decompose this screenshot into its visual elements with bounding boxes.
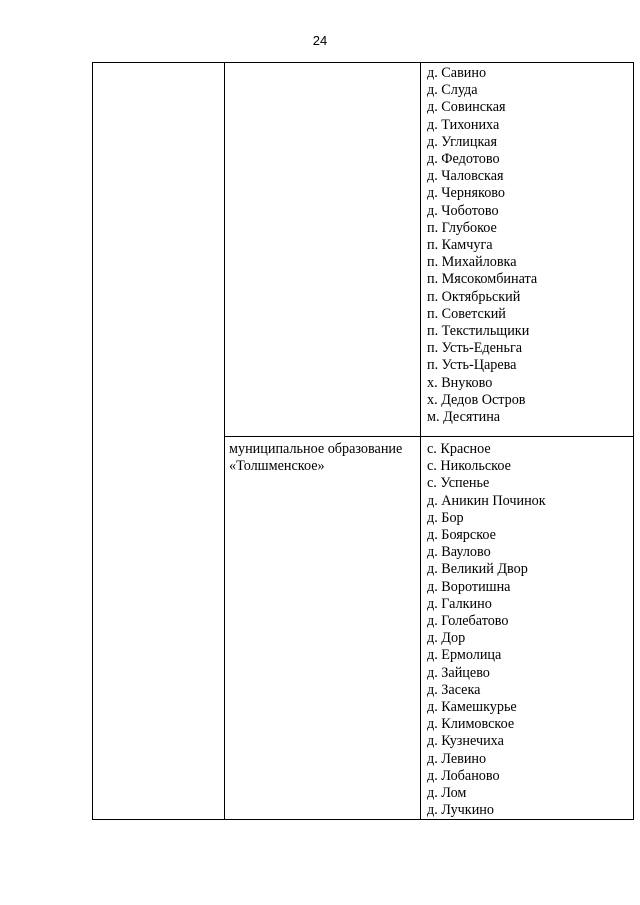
settlement-item: п. Усть-Царева xyxy=(427,357,517,374)
settlement-item: д. Федотово xyxy=(427,151,500,168)
settlement-item: п. Октябрьский xyxy=(427,288,521,305)
settlement-item: с. Успенье xyxy=(427,475,490,492)
settlement-item: х. Внуково xyxy=(427,374,493,391)
settlement-item: д. Ермолица xyxy=(427,647,502,664)
settlement-item: д. Лом xyxy=(427,785,467,802)
settlement-item: д. Галкино xyxy=(427,595,492,612)
settlement-item: п. Мясокомбината xyxy=(427,271,538,288)
settlement-item: с. Красное xyxy=(427,441,491,457)
settlement-item: д. Дор xyxy=(427,630,466,647)
settlement-item: д. Воротишна xyxy=(427,578,511,595)
municipality-name: муниципальное образование «Толшменское» xyxy=(229,441,403,475)
settlement-item: д. Великий Двор xyxy=(427,561,528,578)
settlement-item: д. Черняково xyxy=(427,185,506,202)
settlement-item: х. Дедов Остров xyxy=(427,391,526,408)
settlement-item: д. Слуда xyxy=(427,82,478,99)
settlements-list xyxy=(421,63,633,426)
settlement-item: д. Боярское xyxy=(427,527,496,544)
settlement-item: д. Углицкая xyxy=(427,133,497,150)
settlement-item: п. Советский xyxy=(427,305,506,322)
settlement-item: д. Засека xyxy=(427,681,481,698)
settlements-table xyxy=(92,62,634,820)
settlements-cell xyxy=(421,437,634,820)
settlement-item: д. Аникин Починок xyxy=(427,492,546,509)
settlement-item: п. Усть-Еденьга xyxy=(427,340,523,357)
settlement-item: д. Савино xyxy=(427,65,487,81)
settlement-item: п. Михайловка xyxy=(427,254,517,271)
municipality-cell xyxy=(225,63,421,437)
settlement-item: д. Зайцево xyxy=(427,664,490,681)
settlement-item: д. Совинская xyxy=(427,99,506,116)
municipality-cell xyxy=(225,437,421,820)
settlements-list xyxy=(421,437,633,819)
settlement-item: д. Тихониха xyxy=(427,116,500,133)
settlements-cell xyxy=(421,63,634,437)
settlement-item: д. Чоботово xyxy=(427,202,499,219)
settlement-item: п. Камчуга xyxy=(427,237,493,254)
settlement-item: д. Ваулово xyxy=(427,544,491,561)
settlement-item: д. Лучкино xyxy=(427,802,494,819)
settlement-item: м. Десятина xyxy=(427,409,501,426)
settlement-item: д. Левино xyxy=(427,750,487,767)
settlement-item: д. Голебатово xyxy=(427,613,509,630)
settlement-item: д. Климовское xyxy=(427,716,515,733)
settlement-item: д. Чаловская xyxy=(427,168,504,185)
settlement-item: п. Текстильщики xyxy=(427,323,530,340)
table-row xyxy=(93,63,634,437)
settlement-item: п. Глубокое xyxy=(427,219,497,236)
district-cell xyxy=(93,63,225,820)
settlement-item: д. Бор xyxy=(427,509,464,526)
settlement-item: с. Никольское xyxy=(427,458,511,475)
settlement-item: д. Кузнечиха xyxy=(427,733,504,750)
settlement-item: д. Камешкурье xyxy=(427,699,517,716)
page-number: 24 xyxy=(312,33,328,48)
settlement-item: д. Лобаново xyxy=(427,767,500,784)
